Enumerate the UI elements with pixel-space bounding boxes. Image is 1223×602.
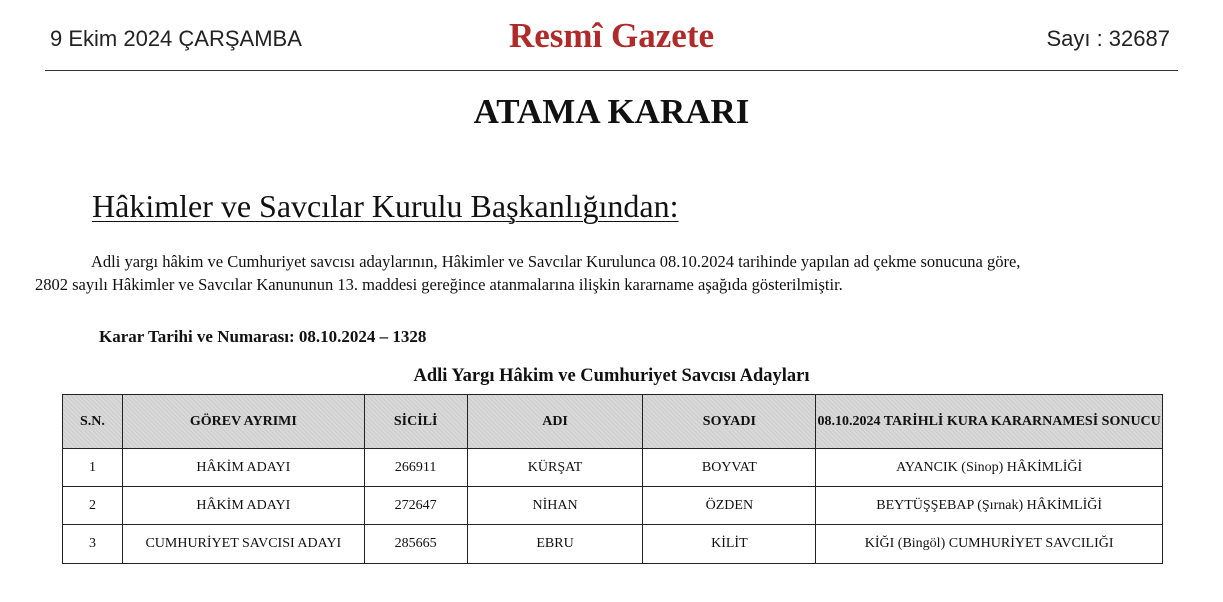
paragraph-line: 2802 sayılı Hâkimler ve Savcılar Kanununun 13. maddesi gereğince atanmalarına ilişkin kararname aşağıda gösterilmiştir. bbox=[35, 275, 843, 294]
cell-registry: 285665 bbox=[364, 525, 467, 564]
cell-name: EBRU bbox=[467, 525, 643, 564]
cell-name: NİHAN bbox=[467, 487, 643, 525]
paragraph-line: Adli yargı hâkim ve Cumhuriyet savcısı adaylarının, Hâkimler ve Savcılar Kurulunca 08.10.2024 tarihinde yapılan ad çekme sonucuna göre, bbox=[91, 252, 1021, 271]
table-caption: Adli Yargı Hâkim ve Cumhuriyet Savcısı Adayları bbox=[413, 366, 810, 386]
header-cell-name: ADI bbox=[467, 395, 643, 449]
header-cell-registry: SİCİLİ bbox=[364, 395, 467, 449]
cell-sn: 3 bbox=[63, 525, 123, 564]
header-cell-surname: SOYADI bbox=[643, 395, 816, 449]
gazette-title: Resmî Gazete bbox=[508, 16, 715, 55]
cell-surname: ÖZDEN bbox=[643, 487, 816, 525]
publication-date: 9 Ekim 2024 ÇARŞAMBA bbox=[50, 26, 302, 51]
header-cell-duty: GÖREV AYRIMI bbox=[122, 395, 364, 449]
cell-registry: 266911 bbox=[364, 449, 467, 487]
cell-result: KİĞI (Bingöl) CUMHURİYET SAVCILIĞI bbox=[816, 525, 1163, 564]
header-cell-result: 08.10.2024 TARİHLİ KURA KARARNAMESİ SONUCU bbox=[816, 395, 1163, 449]
appointment-table bbox=[62, 394, 1163, 564]
table-header-row bbox=[63, 395, 1163, 449]
table-row bbox=[63, 525, 1163, 564]
decision-date-number: Karar Tarihi ve Numarası: 08.10.2024 – 1328 bbox=[99, 327, 427, 346]
cell-surname: BOYVAT bbox=[643, 449, 816, 487]
issuing-authority: Hâkimler ve Savcılar Kurulu Başkanlığından: bbox=[92, 188, 679, 224]
cell-duty: HÂKİM ADAYI bbox=[122, 487, 364, 525]
cell-sn: 1 bbox=[63, 449, 123, 487]
cell-result: BEYTÜŞŞEBAP (Şırnak) HÂKİMLİĞİ bbox=[816, 487, 1163, 525]
document-title: ATAMA KARARI bbox=[473, 92, 750, 131]
intro-paragraph bbox=[35, 250, 1173, 296]
table-row bbox=[63, 487, 1163, 525]
cell-duty: HÂKİM ADAYI bbox=[122, 449, 364, 487]
cell-name: KÜRŞAT bbox=[467, 449, 643, 487]
header-cell-sn: S.N. bbox=[63, 395, 123, 449]
table-row bbox=[63, 449, 1163, 487]
cell-registry: 272647 bbox=[364, 487, 467, 525]
cell-duty: CUMHURİYET SAVCISI ADAYI bbox=[122, 525, 364, 564]
cell-sn: 2 bbox=[63, 487, 123, 525]
cell-surname: KİLİT bbox=[643, 525, 816, 564]
issue-number: Sayı : 32687 bbox=[1046, 26, 1170, 51]
gazette-header bbox=[45, 0, 1178, 71]
cell-result: AYANCIK (Sinop) HÂKİMLİĞİ bbox=[816, 449, 1163, 487]
gazette-masthead bbox=[45, 16, 1178, 56]
